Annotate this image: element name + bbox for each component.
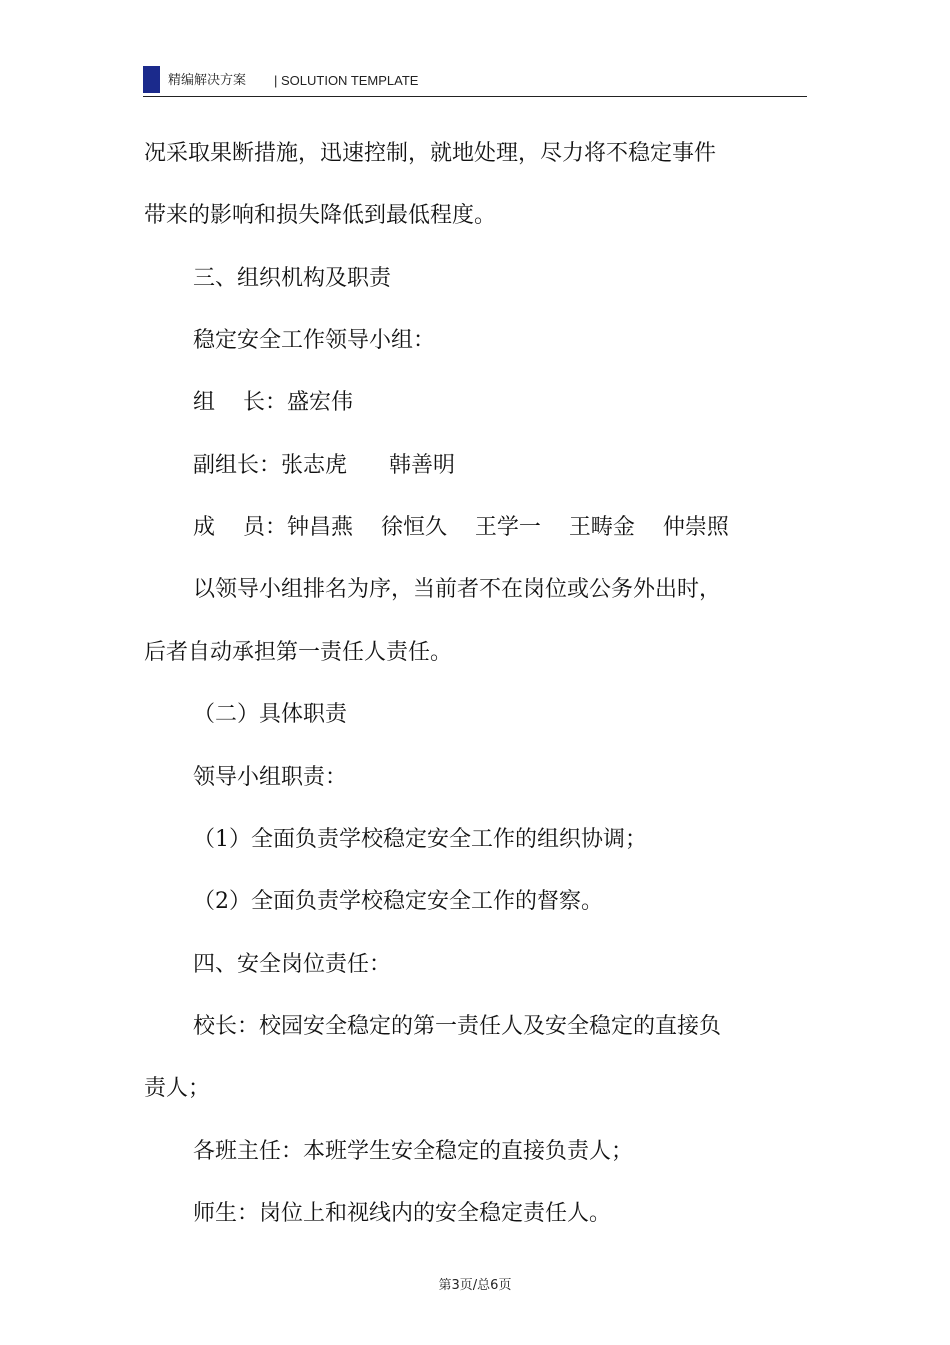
header-brand: 精编解决方案 [168,73,247,88]
section-heading: 四、安全岗位责任： [193,952,392,977]
paragraph-line: 师生：岗位上和视线内的安全稳定责任人。 [193,1201,612,1226]
list-item: （1）全面负责学校稳定安全工作的组织协调； [193,827,647,852]
list-item: （2）全面负责学校稳定安全工作的督察。 [193,889,603,914]
header-subtitle: | SOLUTION TEMPLATE [274,73,419,88]
paragraph-line: 各班主任：本班学生安全稳定的直接负责人； [193,1139,634,1164]
paragraph-line: 稳定安全工作领导小组： [193,328,436,353]
paragraph-line: 带来的影响和损失降低到最低程度。 [144,203,497,228]
paragraph-line: 况采取果断措施，迅速控制，就地处理，尽力将不稳定事件 [144,141,717,166]
section-heading: （二）具体职责 [193,702,348,727]
paragraph-line: 后者自动承担第一责任人责任。 [144,640,453,665]
paragraph-line: 组 长：盛宏伟 [193,390,353,415]
paragraph-line: 成 员：钟昌燕 徐恒久 王学一 王畴金 仲崇照 [193,515,729,540]
paragraph-line: 校长：校园安全稳定的第一责任人及安全稳定的直接负 [193,1014,722,1039]
paragraph-line: 以领导小组排名为序，当前者不在岗位或公务外出时， [193,577,722,602]
paragraph-line: 责人； [144,1076,211,1101]
section-heading: 三、组织机构及职责 [193,266,392,291]
page-number: 第3页/总6页 [438,1278,512,1293]
paragraph-line: 副组长：张志虎 韩善明 [193,453,455,478]
paragraph-line: 领导小组职责： [193,765,348,790]
